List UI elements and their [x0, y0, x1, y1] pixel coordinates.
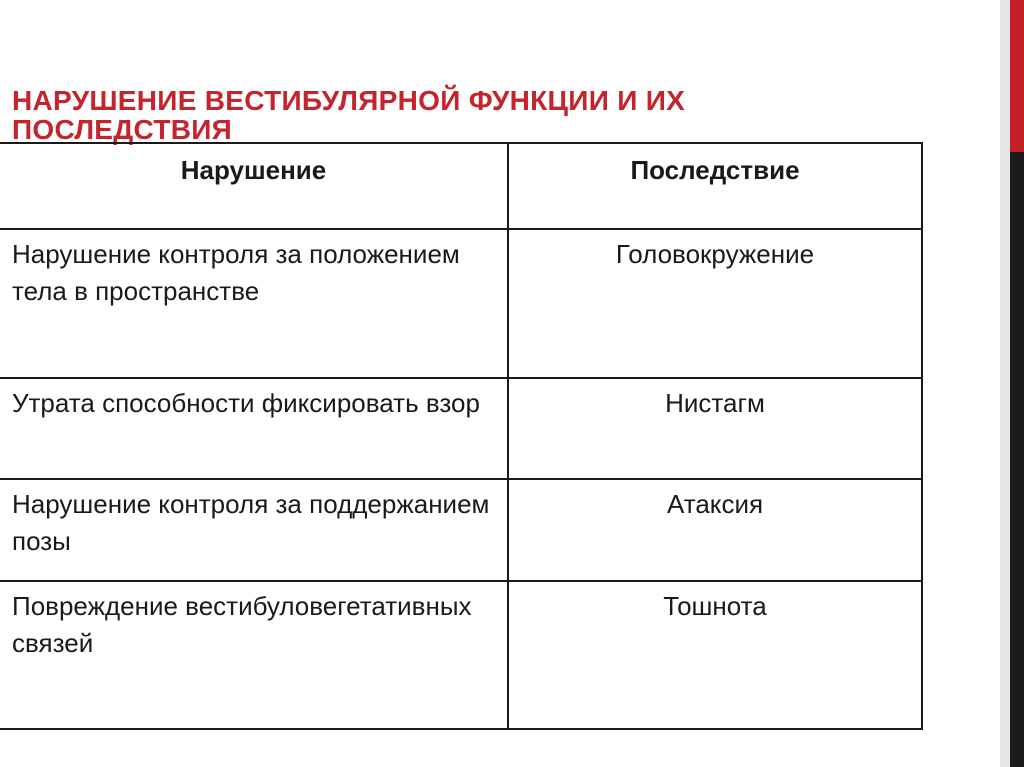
table-header-row	[0, 143, 922, 229]
cell-consequence: Тошнота	[508, 581, 922, 729]
decorative-stripe-dark	[1010, 152, 1024, 767]
cell-consequence: Головокружение	[508, 229, 922, 378]
consequences-table	[0, 142, 923, 730]
cell-consequence: Нистагм	[508, 378, 922, 479]
table-row	[0, 229, 922, 378]
cell-violation: Нарушение контроля за положением тела в пространстве	[0, 229, 508, 378]
slide-title: НАРУШЕНИЕ ВЕСТИБУЛЯРНОЙ ФУНКЦИИ И ИХ ПОСЛЕДСТВИЯ	[12, 85, 686, 145]
cell-consequence: Атаксия	[508, 479, 922, 581]
decorative-stripe-accent	[1010, 0, 1024, 152]
header-consequence: Последствие	[508, 143, 922, 229]
table-row	[0, 378, 922, 479]
decorative-stripe-light	[1000, 0, 1010, 767]
table-row	[0, 581, 922, 729]
table-row	[0, 479, 922, 581]
cell-violation: Повреждение вестибуловегетативных связей	[0, 581, 508, 729]
header-violation: Нарушение	[0, 143, 508, 229]
cell-violation: Нарушение контроля за поддержанием позы	[0, 479, 508, 581]
cell-violation: Утрата способности фиксировать взор	[0, 378, 508, 479]
